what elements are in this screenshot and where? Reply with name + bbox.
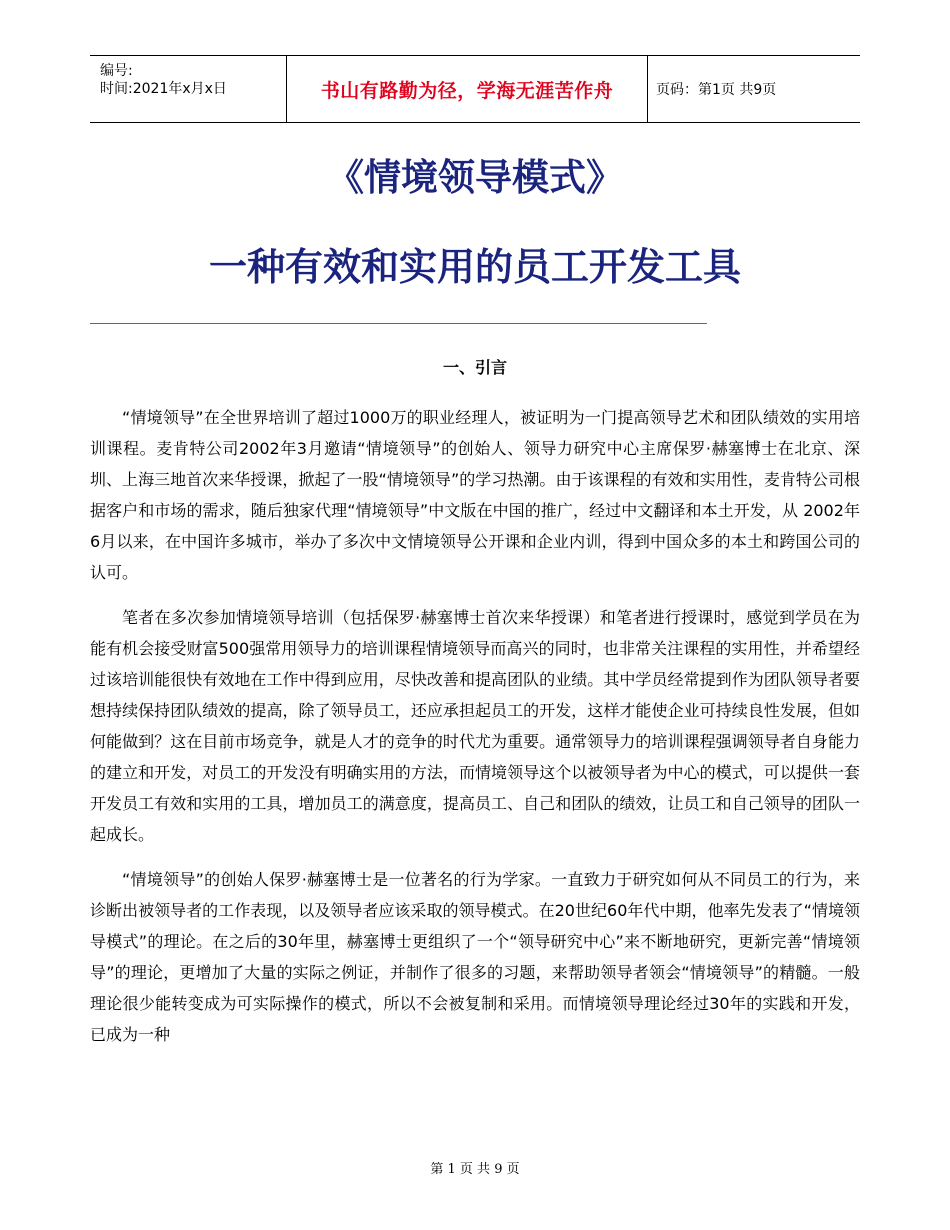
time-label: 时间:2021年x月x日 [100, 81, 227, 97]
paragraph-3: “情境领导”的创始人保罗·赫塞博士是一位著名的行为学家。一直致力于研究如何从不同员工的行为，来诊断出被领导者的工作表现，以及领导者应该采取的领导模式。在20世纪60年代中期，他率先发表了“情境领导模式”的理论。在之后的30年里，赫塞博士更组织了一个“领导研究中心”来不断地研究，更新完善“情境领导”的理论，更增加了大量的实际之例证，并制作了很多的习题，来帮助领导者领会“情境领导”的精髓。一般理论很少能转变成为可实际操作的模式，所以不会被复制和采用。而情境领导理论经过30年的实践和开发，已成为一种 [90, 870, 860, 1044]
paragraph-1: “情境领导”在全世界培训了超过1000万的职业经理人，被证明为一门提高领导艺术和团队绩效的实用培训课程。麦肯特公司2002年3月邀请“情境领导”的创始人、领导力研究中心主席保罗·赫塞博士在北京、深圳、上海三地首次来华授课，掀起了一股“情境领导”的学习热潮。由于该课程的有效和实用性，麦肯特公司根据客户和市场的需求，随后独家代理“情境领导”中文版在中国的推广，经过中文翻译和本土开发，从 2002年6月以来，在中国许多城市，举办了多次中文情境领导公开课和企业内训，得到中国众多的本土和跨国公司的认可。 [90, 408, 860, 582]
number-label: 编号: [100, 63, 133, 79]
document-title-line2: 一种有效和实用的员工开发工具 [208, 245, 741, 289]
header-motto: 书山有路勤为径，学海无涯苦作舟 [286, 56, 648, 122]
header-page-info: 页码：第1页 共9页 [656, 82, 777, 98]
document-header [90, 55, 860, 123]
section-heading: 一、引言 [442, 358, 507, 377]
header-meta [90, 56, 286, 122]
title-divider [90, 323, 707, 324]
document-title-line1: 《情境领导模式》 [327, 156, 623, 199]
body-text [90, 402, 860, 1064]
page-footer: 第 1 页 共 9 页 [430, 1162, 520, 1177]
paragraph-2: 笔者在多次参加情境领导培训（包括保罗·赫塞博士首次来华授课）和笔者进行授课时，感觉到学员在为能有机会接受财富500强常用领导力的培训课程情境领导而高兴的同时，也非常关注课程的实用性，并希望经过该培训能很快有效地在工作中得到应用，尽快改善和提高团队的业绩。其中学员经常提到作为团队领导者要想持续保持团队绩效的提高，除了领导员工，还应承担起员工的开发，这样才能使企业可持续良性发展，但如何能做到？这在目前市场竞争，就是人才的竞争的时代尤为重要。通常领导力的培训课程强调领导者自身能力的建立和开发，对员工的开发没有明确实用的方法，而情境领导这个以被领导者为中心的模式，可以提供一套开发员工有效和实用的工具，增加员工的满意度，提高员工、自己和团队的绩效，让员工和自己领导的团队一起成长。 [90, 608, 860, 844]
